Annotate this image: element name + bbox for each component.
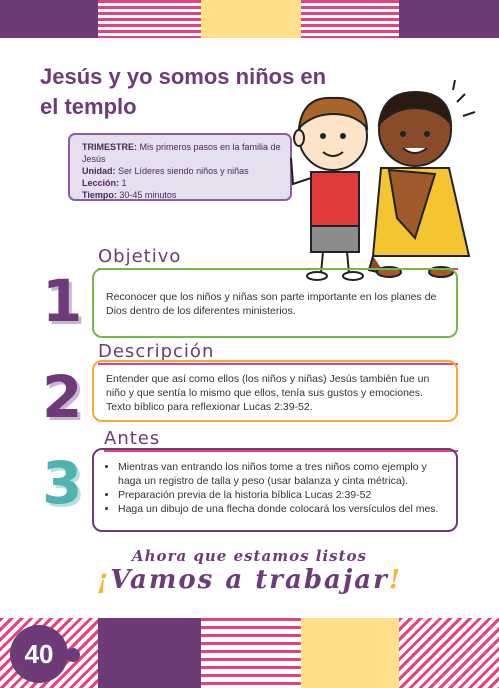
info-label: Tiempo: [82, 190, 117, 200]
band-pink-zigzag [399, 618, 499, 688]
top-decorative-band [0, 0, 499, 38]
info-label: Unidad: [82, 166, 116, 176]
section-heading-antes [104, 428, 160, 449]
section-number-1: 1 [42, 267, 83, 335]
section-number-3: 3 [42, 449, 83, 517]
page-number: 40 [10, 625, 68, 683]
section-heading-objetivo [98, 246, 181, 267]
band-pink-stripes [98, 0, 201, 38]
info-value: Mis primeros pasos en la familia de Jesús [82, 142, 281, 164]
info-value: 30-45 minutos [119, 190, 177, 200]
call-line-2-text: Vamos a trabajar [110, 565, 389, 595]
heading-text: Descripción [98, 341, 215, 362]
antes-list [106, 460, 444, 516]
heading-text: Objetivo [98, 246, 182, 267]
info-tiempo-row [82, 189, 290, 201]
objetivo-box [92, 268, 458, 338]
info-label: Lección: [82, 178, 120, 188]
band-purple-block [0, 0, 98, 38]
band-purple-block [399, 0, 499, 38]
lesson-info-box [68, 133, 292, 201]
call-line-1: Ahora que estamos listos [132, 547, 367, 565]
band-pink-stripes [201, 618, 301, 688]
objetivo-text: Reconocer que los niños y niñas son parte importante en los planes de Dios dentro de los diferentes ministerios. [106, 291, 437, 317]
call-line-2 [0, 565, 499, 595]
antes-box [92, 448, 458, 532]
section-number-2: 2 [42, 363, 83, 431]
info-value: Ser Líderes siendo niños y niñas [118, 166, 249, 176]
descripcion-box [92, 360, 458, 422]
list-item: • Mientras van entrando los niños tome a tres niños como ejemplo y haga un registro de talla y peso (usar balanza y cinta métrica). [118, 460, 444, 488]
info-label: TRIMESTRE: [82, 142, 137, 152]
boy-light-skin [291, 98, 367, 280]
list-item: • Preparación previa de la historia bíblica Lucas 2:39-52 [118, 488, 444, 502]
band-yellow-block [201, 0, 301, 38]
exclamation-close: ! [388, 565, 403, 595]
boy-dark-skin [369, 80, 475, 277]
band-purple-block [98, 618, 201, 688]
exclamation-open: ¡ [96, 565, 111, 595]
band-yellow-block [301, 618, 399, 688]
info-trimestre-row [82, 141, 290, 165]
list-item: • Haga un dibujo de una flecha donde colocará los versículos del mes. [118, 502, 444, 516]
section-heading-descripcion [98, 341, 214, 362]
heading-text: Antes [104, 428, 161, 449]
info-leccion-row [82, 177, 290, 189]
band-pink-stripes [301, 0, 399, 38]
info-value: 1 [121, 178, 127, 188]
page-title: Jesús y yo somos niños en el templo [40, 64, 327, 119]
info-unidad-row [82, 165, 290, 177]
descripcion-text: Entender que así como ellos (los niños y niñas) Jesús también fue un niño y que sentía lo mismo que ellos, tenía sus gustos y emociones. Texto bíblico para reflexionar Lucas 2:39-52. [106, 373, 430, 413]
page-number-dot [66, 648, 80, 662]
children-illustration [285, 78, 495, 283]
